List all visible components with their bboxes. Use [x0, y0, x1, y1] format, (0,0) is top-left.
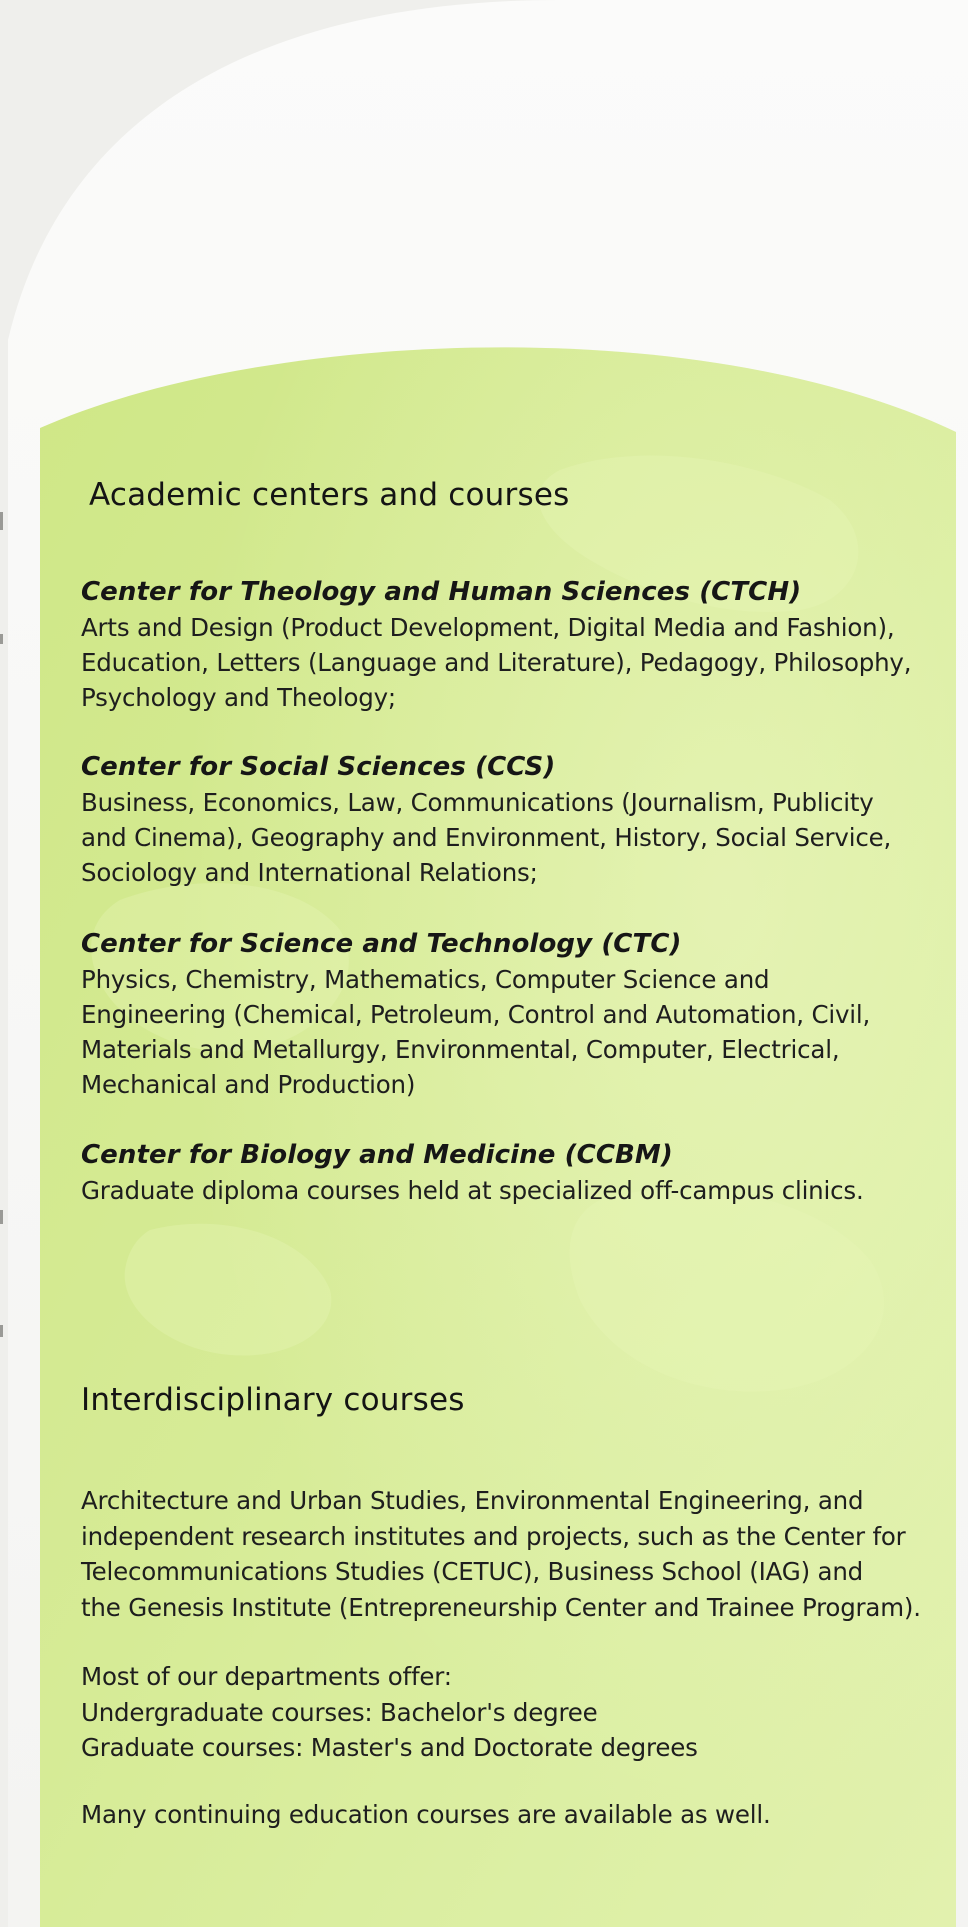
center-ctc-line: Physics, Chemistry, Mathematics, Computer Science and — [81, 965, 770, 994]
center-ctc-section — [81, 927, 951, 1102]
center-ccs-title: Center for Social Sciences (CCS) — [81, 752, 556, 782]
degree-offer-block — [81, 1659, 951, 1766]
center-ctc-line: Materials and Metallurgy, Environmental, Computer, Electrical, — [81, 1035, 840, 1064]
center-ctc-title: Center for Science and Technology (CTC) — [81, 929, 682, 959]
offer-intro: Most of our departments offer: — [81, 1662, 452, 1691]
center-ccs-line: and Cinema), Geography and Environment, History, Social Service, — [81, 823, 892, 852]
center-ccs-line: Business, Economics, Law, Communications (Journalism, Publicity — [81, 788, 874, 817]
center-ccs-section — [81, 750, 951, 890]
center-ctch-section — [81, 575, 951, 715]
interdisciplinary-line: independent research institutes and projects, such as the Center for — [81, 1521, 906, 1551]
academic-heading: Academic centers and courses — [89, 477, 570, 513]
center-ctc-line: Mechanical and Production) — [81, 1070, 416, 1099]
center-ctch-title: Center for Theology and Human Sciences (CTCH) — [81, 577, 802, 607]
center-ccs-line: Sociology and International Relations; — [81, 858, 538, 887]
interdisciplinary-line: the Genesis Institute (Entrepreneurship Center and Trainee Program). — [81, 1592, 921, 1622]
interdisciplinary-line: Architecture and Urban Studies, Environmental Engineering, and — [81, 1486, 864, 1515]
center-ctch-line: Education, Letters (Language and Literature), Pedagogy, Philosophy, — [81, 648, 912, 677]
interdisciplinary-paragraph — [81, 1483, 951, 1625]
center-ctch-line: Psychology and Theology; — [81, 683, 396, 712]
continuing-education-note: Many continuing education courses are available as well. — [81, 1800, 771, 1829]
interdisciplinary-heading: Interdisciplinary courses — [81, 1382, 465, 1418]
interdisciplinary-line: Telecommunications Studies (CETUC), Business School (IAG) and — [81, 1557, 864, 1586]
offer-undergraduate: Undergraduate courses: Bachelor's degree — [81, 1697, 598, 1727]
center-ctch-line: Arts and Design (Product Development, Digital Media and Fashion), — [81, 613, 895, 642]
center-ctc-line: Engineering (Chemical, Petroleum, Control and Automation, Civil, — [81, 1000, 871, 1029]
center-ccbm-line: Graduate diploma courses held at specialized off-campus clinics. — [81, 1176, 864, 1205]
center-ccbm-title: Center for Biology and Medicine (CCBM) — [81, 1140, 673, 1170]
center-ccbm-section — [81, 1138, 951, 1208]
offer-graduate: Graduate courses: Master's and Doctorate degrees — [81, 1733, 698, 1762]
